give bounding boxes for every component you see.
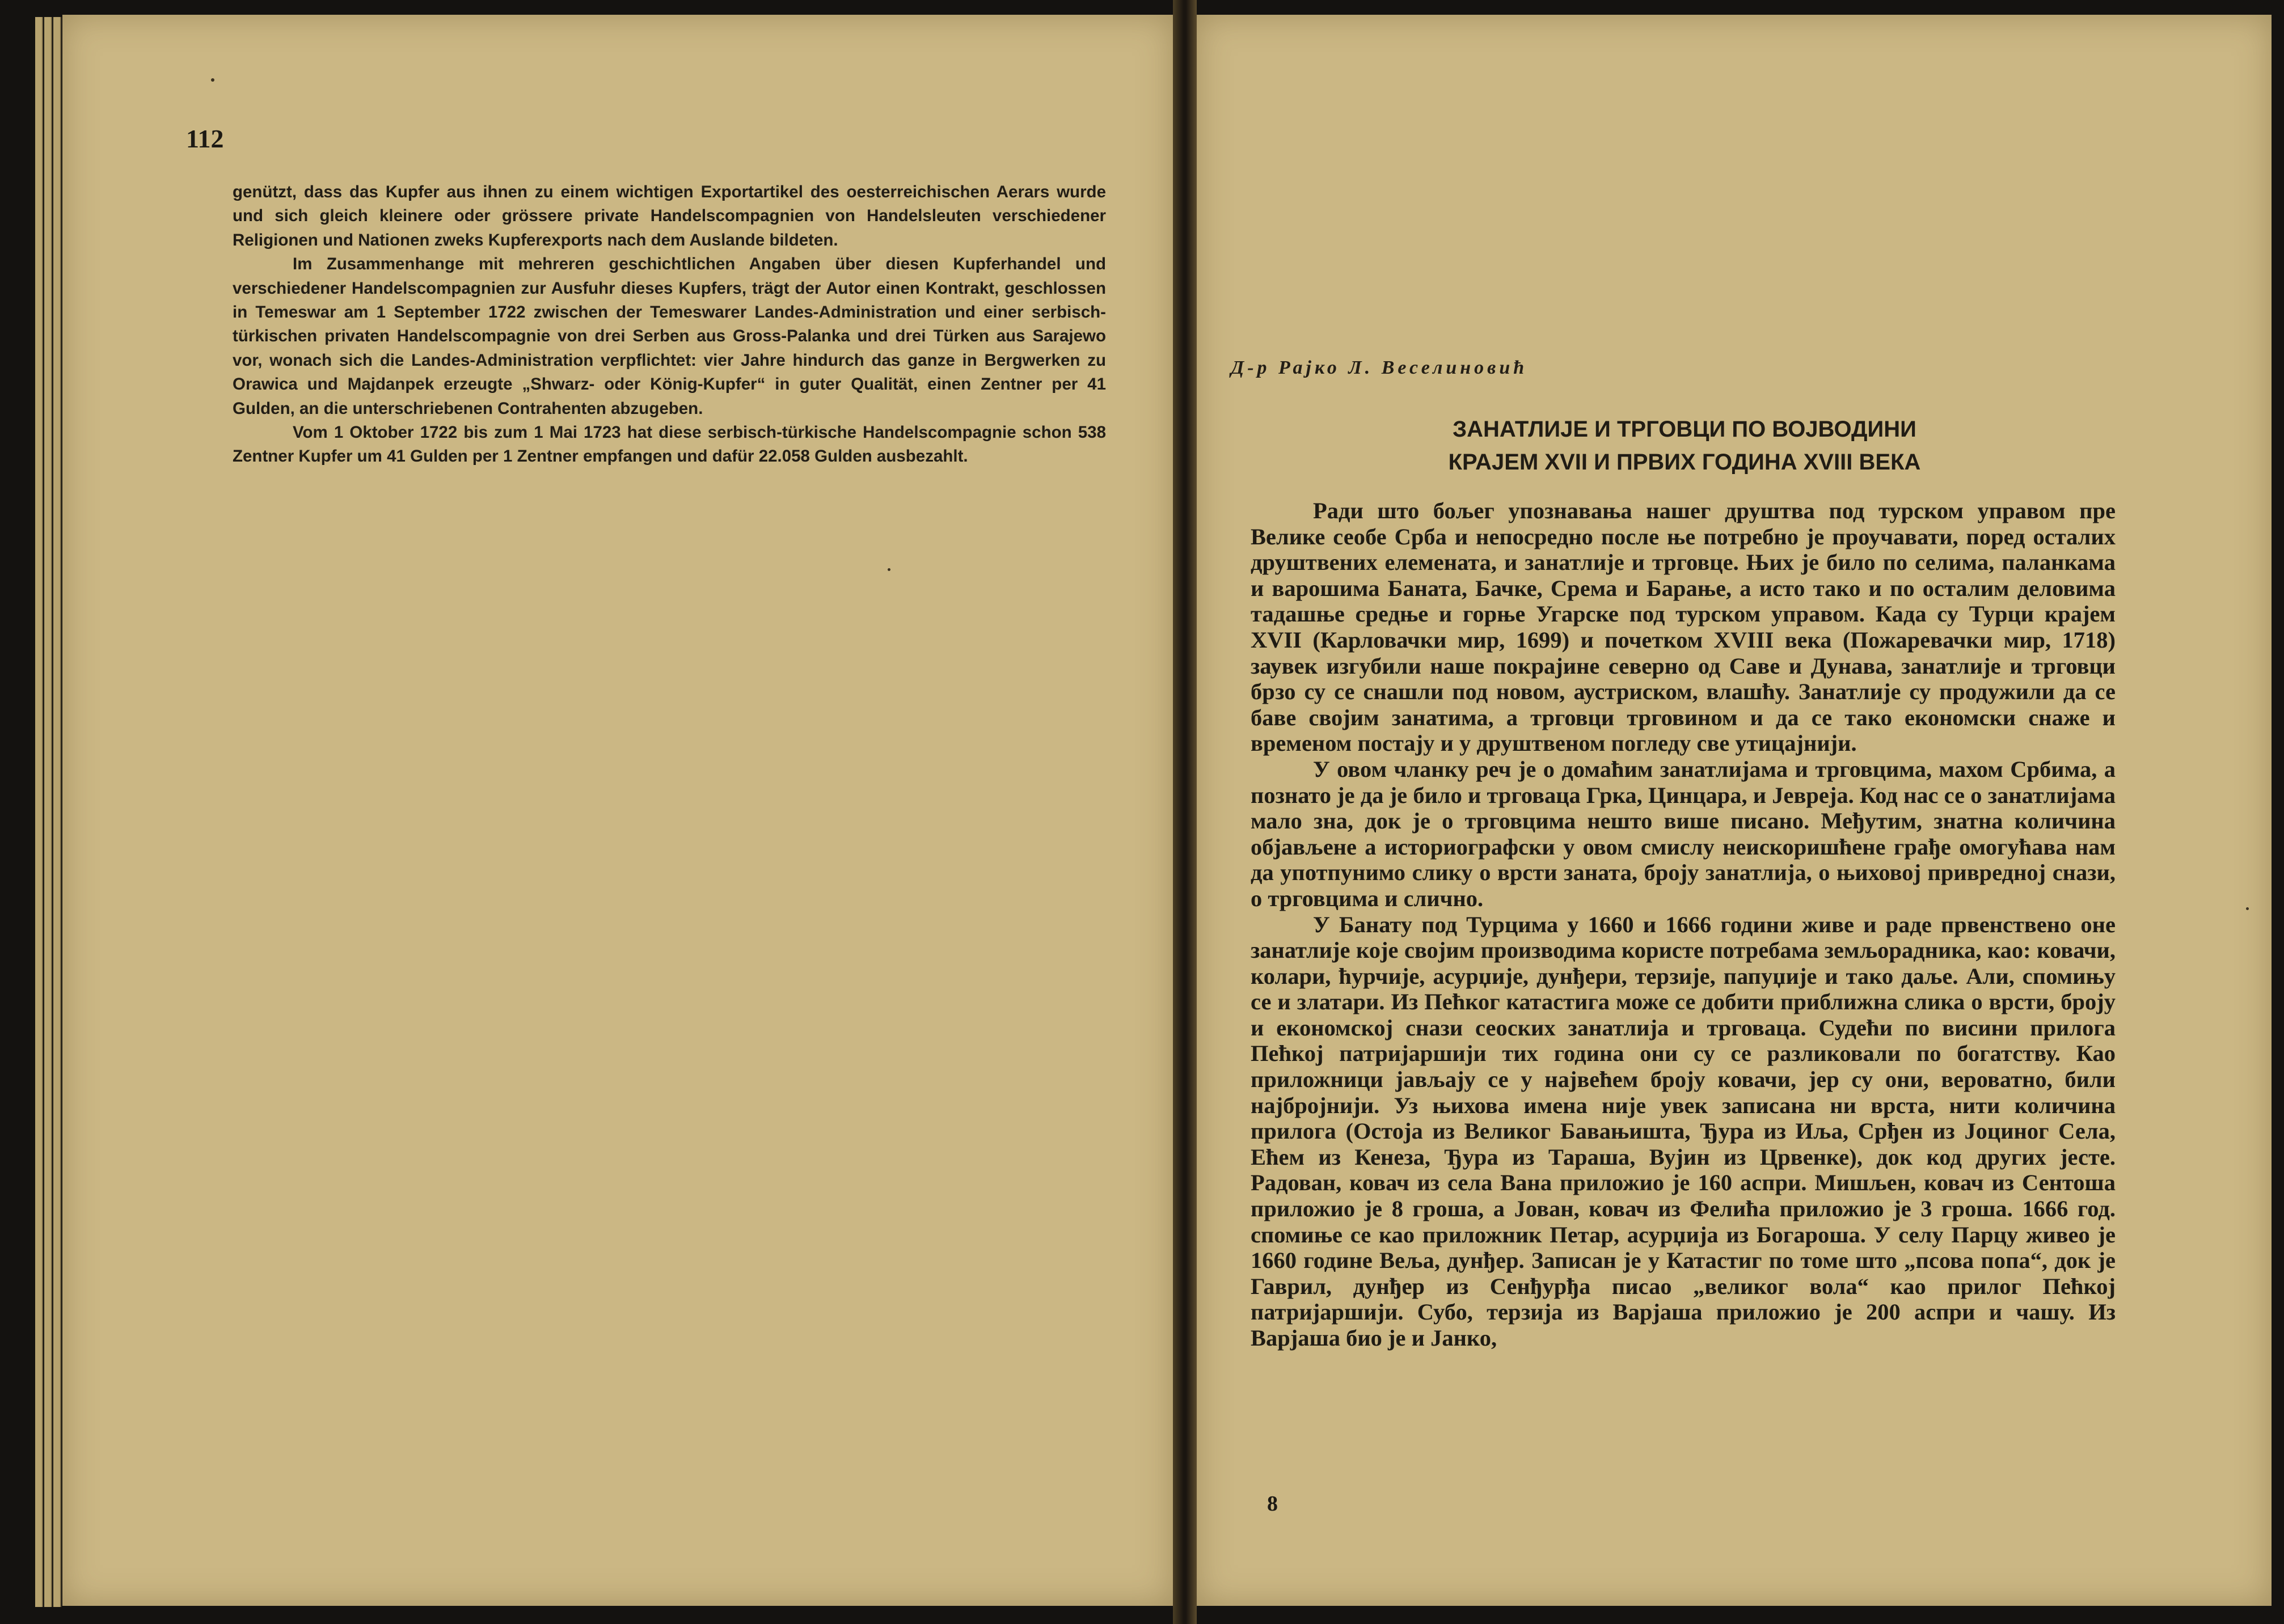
left-page-text <box>233 180 1106 469</box>
left-paragraph-1: genützt, dass das Kupfer aus ihnen zu einem wichtigen Exportartikel des oesterreichischen Aerars wurde und sich gleich kleinere oder grössere private Handelscompagnien von Handelsleuten verschiedener Religionen und Nationen zweks Kupferexports nach dem Auslande bildeten. <box>233 183 1106 249</box>
right-paragraph-1: Ради што бољег упознавања нашег друштва под турском управом пре Велике сеобе Срба и непосредно после ње потребно је проучавати, поред осталих друштвених елемената, и занатлије и трговце. Њих је било по селима, паланкама и варошима Баната, Бачке, Срема и Барање, а исто тако и по осталим деловима тадашње средње и горње Угарске под турском управом. Када су Турци крајем XVII (Карловачки мир, 1699) и почетком XVIII века (Пожаревачки мир, 1718) заувек изгубили наше покрајине северно од Саве и Дунава, занатлије и трговци брзо су се снашли под новом, аустриском, влашћу. Занатлије су продужили да се баве својим занатима, а трговци трговином и да се тако економски снаже и временом постају и у друштвеном погледу све утицајнији. <box>1251 498 2116 756</box>
page-edge <box>53 17 61 1607</box>
page-edge <box>44 17 52 1607</box>
left-paragraph-3: Vom 1 Oktober 1722 bis zum 1 Mai 1723 hat diese serbisch-türkische Handelscompagnie schon 538 Zentner Kupfer um 41 Gulden per 1 Zentner empfangen und dafür 22.058 Gulden ausbezahlt. <box>233 423 1106 466</box>
article-body <box>1251 498 2116 1351</box>
right-paragraph-2: У овом чланку реч је о домаћим занатлијама и трговцима, махом Србима, а познато је да је било и трговаца Грка, Цинцара, и Јевреја. Код нас се о занатлијама мало зна, док је о трговцима нешто више писано. Међутим, знатна количина објављене а историографски у овом смислу неискоришћене грађе омогућава нам да употпунимо слику о врсти заната, броју занатлија, о њиховој привредној снази, о трговцима и слично. <box>1251 756 2116 911</box>
article-author: Д-р Рајко Л. Веселиновић <box>1231 357 1528 378</box>
left-paragraph-2: Im Zusammenhange mit mehreren geschichtlichen Angaben über diesen Kupferhandel und verschiedener Handelscompagnien zur Ausfuhr dieses Kupfers, trägt der Autor einen Kontrakt, geschlossen in Temeswar am 1 September 1722 zwischen der Temeswarer Landes-Administration und einer serbisch-türkischen privaten Handelscompagnie von drei Serben aus Gross-Palanka und drei Türken aus Sarajewo vor, wonach sich die Landes-Administration verpflichtet: vier Jahre hindurch das ganze in Bergwerken zu Orawica und Majdanpek erzeugte „Shwarz- oder König-Kupfer“ in guter Qualität, einen Zentner per 41 Gulden, an die unterschriebenen Contrahenten abzugeben. <box>233 255 1106 418</box>
article-title-line-1: ЗАНАТЛИЈЕ И ТРГОВЦИ ПО ВОЈВОДИНИ <box>1453 417 1916 442</box>
right-page-number: 8 <box>1267 1492 1278 1516</box>
paper-speck <box>211 78 214 82</box>
article-title-line-2: КРАЈЕМ XVII И ПРВИХ ГОДИНА XVIII ВЕКА <box>1448 450 1921 475</box>
left-page-number: 112 <box>186 124 224 153</box>
article-title <box>1236 413 2133 479</box>
right-paragraph-3: У Банату под Турцима у 1660 и 1666 години живе и раде првенствено оне занатлије које својим производима користе потребама земљорадника, као: ковачи, колари, ћурчије, асурџије, дунђери, терзије, папуџије и тако даље. Али, спомињу се и златари. Из Пећког катастига може се добити приближна слика о врсти, броју и економској снази сеоских занатлија и трговаца. Судећи по висини прилога Пећкој патријаршији тих година они су се разликовали по богатству. Као приложници јављају се у највећем броју ковачи, јер су они, вероватно, били најбројнији. Уз њихова имена није увек записана ни врста, нити количина прилога (Остоја из Великог Бавањишта, Ђура из Иља, Срђен из Јоциног Села, Ећем из Кенеза, Ђура из Тараша, Вујин из Црвенке), док код других јесте. Радован, ковач из села Вана приложио је 160 аспри. Мишљен, ковач из Сентоша приложио је 8 гроша, а Јован, ковач из Фелића приложио је 3 гроша. 1666 год. спомиње се као приложник Петар, асурџија из Богароша. У селу Парцу живео је 1660 године Веља, дунђер. Записан је у Катастиг по томе што „псова попа“, док је Гаврил, дунђер из Сенђурђа писао „великог вола“ као прилог Пећкој патријаршији. Субо, терзија из Варјаша приложио је 200 аспри и чашу. Из Варјаша био је и Јанко, <box>1251 911 2116 1351</box>
book-gutter <box>1173 0 1197 1624</box>
page-edge <box>35 17 43 1607</box>
paper-speck <box>888 568 890 571</box>
paper-speck <box>2246 907 2249 910</box>
